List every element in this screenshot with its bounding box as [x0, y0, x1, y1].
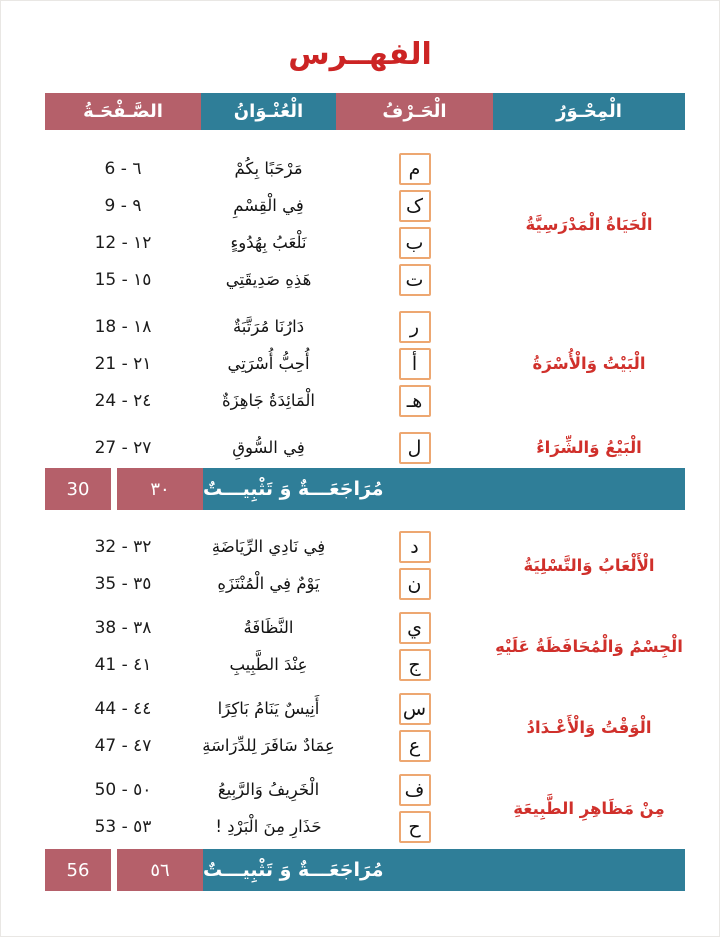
toc-row	[45, 528, 493, 565]
row-page: 15 - ١٥	[94, 269, 152, 290]
review-page-number-arabic: ٥٦	[117, 849, 203, 891]
theme-group-buying-selling	[45, 429, 685, 466]
toc-section-2	[45, 528, 685, 845]
theme-group-nature	[45, 771, 685, 845]
theme-group-games-fun	[45, 528, 685, 602]
row-page: 32 - ٣٢	[94, 536, 152, 557]
toc-row	[45, 345, 493, 382]
row-title: الْمَائِدَةُ جَاهِزَةٌ	[222, 391, 315, 410]
row-title: النَّظَافَةُ	[243, 618, 294, 637]
row-title: عِنْدَ الطَّبِيبِ	[229, 655, 308, 674]
letter-box: ر	[399, 311, 431, 343]
row-page: 18 - ١٨	[94, 316, 152, 337]
column-header-title: الْعُنْـوَانُ	[201, 93, 336, 130]
row-page: 38 - ٣٨	[94, 617, 152, 638]
review-label: مُرَاجَعَـــةٌ وَ تَثْبِيـــتٌ	[203, 849, 685, 891]
toc-section-1	[45, 150, 685, 466]
table-header	[45, 93, 685, 130]
letter-box: م	[399, 153, 431, 185]
toc-row	[45, 808, 493, 845]
toc-row	[45, 690, 493, 727]
theme-group-body-care	[45, 609, 685, 683]
theme-label: الْوَقْتُ وَالْأَعْـدَادُ	[526, 717, 652, 737]
row-page: 9 - ٩	[104, 195, 142, 216]
row-title: فِي الْقِسْمِ	[233, 196, 304, 215]
theme-group-school-life	[45, 150, 685, 298]
row-page: 47 - ٤٧	[94, 735, 152, 756]
review-bar	[45, 468, 685, 510]
theme-label: الْبَيْتُ وَالْأُسْرَةُ	[532, 354, 646, 373]
toc-row	[45, 727, 493, 764]
toc-row	[45, 646, 493, 683]
toc-row	[45, 224, 493, 261]
letter-box: ک	[399, 190, 431, 222]
row-title: حَذَارِ مِنَ الْبَرْدِ !	[215, 817, 322, 836]
toc-row	[45, 609, 493, 646]
row-title: مَرْحَبًا بِكُمْ	[234, 159, 303, 178]
row-title: عِمَادٌ سَافَرَ لِلدِّرَاسَةِ	[202, 736, 335, 755]
letter-box: ف	[399, 774, 431, 806]
theme-label: الْجِسْمُ وَالْمُحَافَظَةُ عَلَيْهِ	[495, 636, 683, 656]
letter-box: ج	[399, 649, 431, 681]
column-header-theme: الْمِحْـوَرُ	[493, 93, 685, 130]
row-page: 6 - ٦	[104, 158, 142, 179]
theme-group-time-numbers	[45, 690, 685, 764]
row-page: 12 - ١٢	[94, 232, 152, 253]
review-label: مُرَاجَعَـــةٌ وَ تَثْبِيـــتٌ	[203, 468, 685, 510]
letter-box: ع	[399, 730, 431, 762]
row-page: 21 - ٢١	[94, 353, 152, 374]
row-page: 50 - ٥٠	[94, 779, 152, 800]
toc-row	[45, 187, 493, 224]
row-page: 41 - ٤١	[94, 654, 152, 675]
review-page-number-arabic: ٣٠	[117, 468, 203, 510]
letter-box: ح	[399, 811, 431, 843]
page-title: الفهــرس	[288, 37, 432, 72]
letter-box: ب	[399, 227, 431, 259]
row-page: 53 - ٥٣	[94, 816, 152, 837]
toc-row	[45, 261, 493, 298]
review-bar	[45, 849, 685, 891]
review-page-number: 56	[45, 849, 111, 891]
toc-row	[45, 771, 493, 808]
toc-row	[45, 382, 493, 419]
theme-label: الْبَيْعُ وَالشِّرَاءُ	[536, 438, 642, 457]
column-header-letter: الْحَـرْفُ	[336, 93, 493, 130]
letter-box: ي	[399, 612, 431, 644]
theme-label: الْأَلْعَابُ وَالتَّسْلِيَةُ	[523, 555, 655, 575]
theme-label: الْحَيَاةُ الْمَدْرَسِيَّةُ	[525, 214, 653, 234]
row-title: الْخَرِيفُ وَالرَّبِيعُ	[217, 780, 320, 799]
toc-row	[45, 565, 493, 602]
row-title: دَارُنَا مُرَتَّبَةٌ	[232, 317, 305, 336]
theme-group-home-family	[45, 308, 685, 419]
row-page: 35 - ٣٥	[94, 573, 152, 594]
theme-label: مِنْ مَظَاهِرِ الطَّبِيعَةِ	[513, 798, 665, 818]
row-page: 44 - ٤٤	[94, 698, 152, 719]
letter-box: هـ	[399, 385, 431, 417]
row-title: أَنِيسٌ يَنَامُ بَاكِرًا	[217, 699, 320, 718]
review-page-number: 30	[45, 468, 111, 510]
letter-box: د	[399, 531, 431, 563]
row-title: فِي السُّوقِ	[232, 438, 305, 457]
row-title: هَذِهِ صَدِيقَتِي	[225, 270, 312, 289]
row-title: فِي نَادِي الرِّيَاضَةِ	[211, 537, 326, 556]
row-title: يَوْمٌ فِي الْمُنْتَزَهِ	[217, 574, 320, 593]
row-page: 24 - ٢٤	[94, 390, 152, 411]
column-header-page: الصَّـفْحَـةُ	[45, 93, 201, 130]
letter-box: ت	[399, 264, 431, 296]
row-page: 27 - ٢٧	[94, 437, 152, 458]
table-of-contents	[45, 93, 685, 891]
toc-row	[45, 150, 493, 187]
toc-row	[45, 308, 493, 345]
row-title: أُحِبُّ أُسْرَتِي	[227, 354, 310, 373]
letter-box: ن	[399, 568, 431, 600]
letter-box: س	[399, 693, 431, 725]
letter-box: ل	[399, 432, 431, 464]
toc-row	[45, 429, 493, 466]
row-title: نَلْعَبُ بِهُدُوءٍ	[230, 233, 307, 252]
letter-box: أ	[399, 348, 431, 380]
